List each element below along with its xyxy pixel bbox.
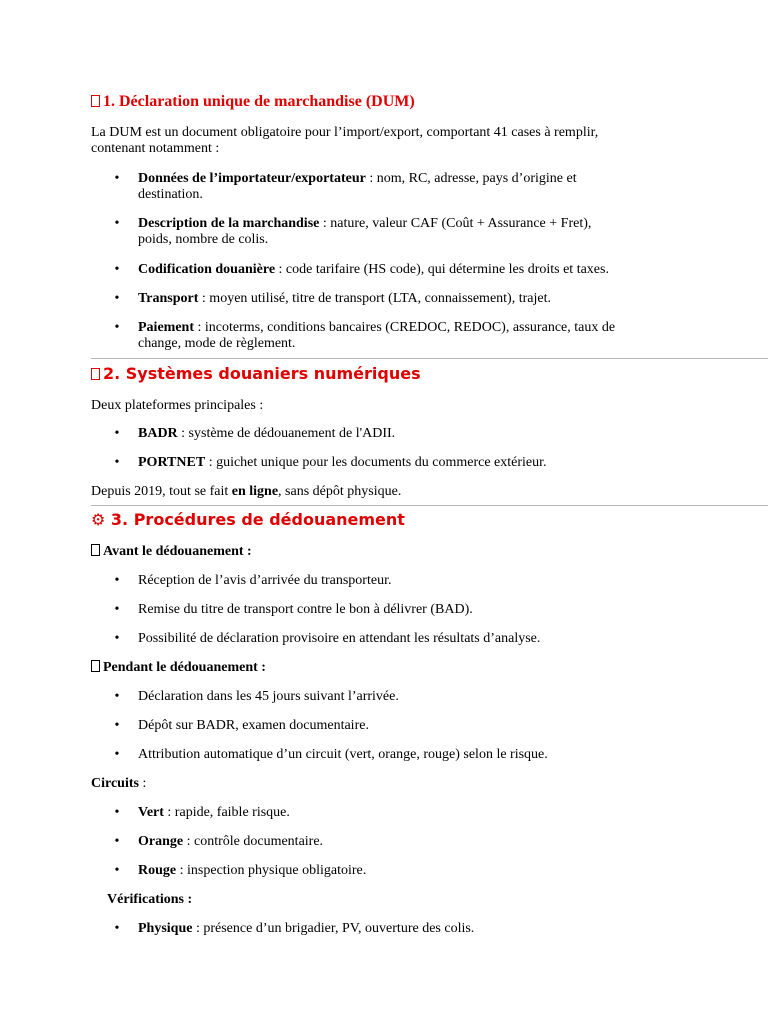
bullet: •	[114, 921, 120, 936]
list-item: Dépôt sur BADR, examen documentaire.	[138, 718, 369, 733]
gear-icon: ⚙	[91, 510, 106, 529]
list-item: Données de l’importateur/exportateur : nom, RC, adresse, pays d’origine et destination.	[138, 171, 577, 202]
list-item: Déclaration dans les 45 jours suivant l’arrivée.	[138, 689, 399, 704]
list-item: Rouge : inspection physique obligatoire.	[138, 863, 367, 878]
bullet: •	[114, 291, 120, 306]
list-item: Physique : présence d’un brigadier, PV, ouverture des colis.	[138, 921, 475, 936]
list-item: Réception de l’avis d’arrivée du transporteur.	[138, 573, 392, 588]
section-3-heading: ⚙ 3. Procédures de dédouanement	[91, 510, 405, 529]
list-item: Remise du titre de transport contre le bon à délivrer (BAD).	[138, 602, 473, 617]
list-item: Description de la marchandise : nature, valeur CAF (Coût + Assurance + Fret), poids, nombre de colis.	[138, 216, 592, 247]
bullet: •	[114, 834, 120, 849]
section-2-footer: Depuis 2019, tout se fait en ligne, sans dépôt physique.	[91, 484, 402, 499]
list-item: Possibilité de déclaration provisoire en attendant les résultats d’analyse.	[138, 631, 541, 646]
bullet: •	[114, 455, 120, 470]
bullet: •	[114, 171, 120, 186]
square-placeholder-icon	[91, 544, 100, 556]
bullet: •	[114, 631, 120, 646]
bullet: •	[114, 747, 120, 762]
bullet: •	[114, 573, 120, 588]
list-item: Orange : contrôle documentaire.	[138, 834, 324, 849]
divider	[91, 505, 768, 506]
list-item: Attribution automatique d’un circuit (vert, orange, rouge) selon le risque.	[138, 747, 548, 762]
subheading-during: Pendant le dédouanement :	[91, 660, 266, 676]
bullet: •	[114, 602, 120, 617]
list-item: PORTNET : guichet unique pour les documents du commerce extérieur.	[138, 455, 547, 470]
bullet: •	[114, 216, 120, 231]
divider	[91, 358, 768, 359]
subheading-before: Avant le dédouanement :	[91, 544, 252, 560]
list-item: Transport : moyen utilisé, titre de transport (LTA, connaissement), trajet.	[138, 291, 551, 306]
bullet: •	[114, 805, 120, 820]
bullet: •	[114, 426, 120, 441]
square-placeholder-icon	[91, 660, 100, 672]
section-1-intro-line2: contenant notamment :	[91, 141, 220, 156]
bullet: •	[114, 320, 120, 335]
list-item: Codification douanière : code tarifaire (HS code), qui détermine les droits et taxes.	[138, 262, 609, 277]
list-item: Vert : rapide, faible risque.	[138, 805, 290, 820]
square-placeholder-icon	[91, 368, 100, 380]
bullet: •	[114, 689, 120, 704]
bullet: •	[114, 718, 120, 733]
section-2-heading: 2. Systèmes douaniers numériques	[91, 366, 421, 382]
section-1-intro-line1: La DUM est un document obligatoire pour l’import/export, comportant 41 cases à remplir,	[91, 125, 599, 140]
bullet: •	[114, 863, 120, 878]
list-item: Paiement : incoterms, conditions bancaires (CREDOC, REDOC), assurance, taux de change, mode de règlement.	[138, 320, 616, 351]
section-1-heading: 1. Déclaration unique de marchandise (DUM)	[91, 94, 415, 110]
list-item: BADR : système de dédouanement de l'ADII.	[138, 426, 396, 441]
section-2-intro: Deux plateformes principales :	[91, 398, 264, 413]
square-placeholder-icon	[91, 95, 100, 107]
bullet: •	[114, 262, 120, 277]
subheading-circuits: Circuits :	[91, 776, 147, 791]
subheading-verifications: Vérifications :	[107, 892, 193, 907]
